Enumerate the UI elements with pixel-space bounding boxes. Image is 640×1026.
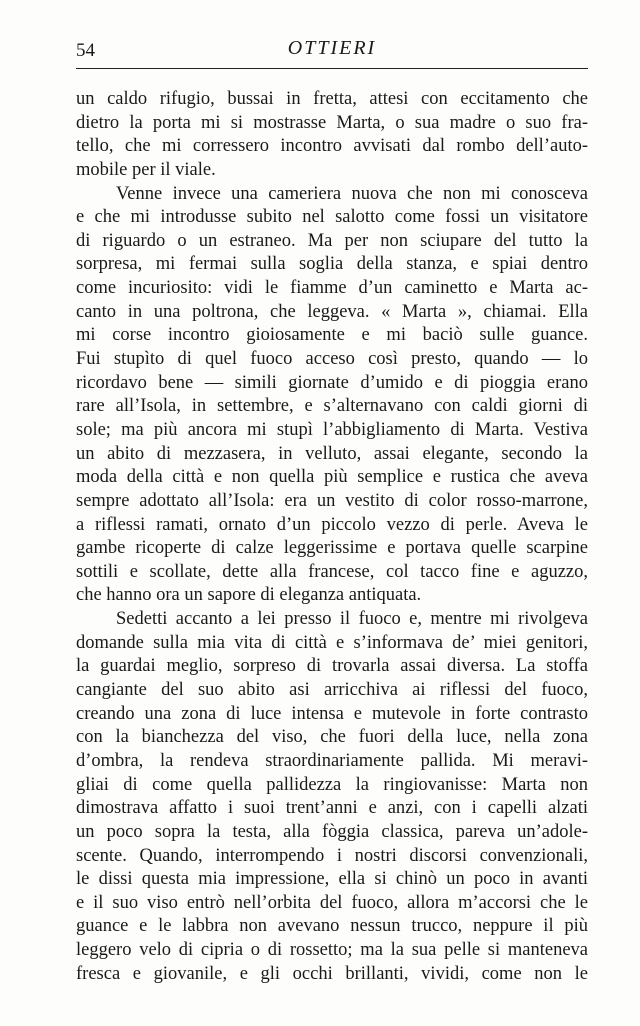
text-line: dietro la porta mi si mostrasse Marta, o sua madre o suo fra-: [76, 112, 588, 133]
text-line: un caldo rifugio, bussai in fretta, attesi con eccitamento che: [76, 89, 588, 109]
text-line: canto in una poltrona, che leggeva. « Marta », chiamai. Ella: [76, 301, 588, 322]
text-line: dimostrava affatto i suoi trent’anni e anzi, con i capelli alzati: [76, 798, 588, 819]
text-line: Venne invece una cameriera nuova che non mi conosceva: [116, 183, 588, 204]
text-line: di riguardo o un estraneo. Ma per non sciupare del tutto la: [76, 230, 588, 251]
page-header: [76, 34, 588, 69]
text-line: sottili e scollate, dette alla francese, col tacco fine e aguzzo,: [76, 561, 588, 582]
text-line: gliai di come quella pallidezza la ringiovanisse: Marta non: [76, 774, 588, 795]
text-line: la guardai meglio, sorpreso di trovarla assai diversa. La stoffa: [76, 656, 588, 677]
text-line: tello, che mi corressero incontro avvisati dal rombo dell’auto-: [76, 136, 588, 157]
text-line: d’ombra, la rendeva straordinariamente pallida. Mi meravi-: [76, 750, 588, 771]
text-line: domande sulla mia vita di città e s’informava de’ miei genitori,: [76, 632, 588, 653]
text-line: con la bianchezza del viso, che fuori della luce, nella zona: [76, 727, 588, 748]
running-head: OTTIERI: [287, 37, 377, 59]
text-line: e che mi introdusse subito nel salotto come fossi un visitatore: [76, 207, 588, 228]
text-line: moda della città e non quella più semplice e rustica che aveva: [76, 467, 588, 488]
text-line: gambe ricoperte di calze leggerissime e portava quelle scarpine: [76, 538, 588, 559]
text-line: cangiante del suo abito asi arricchiva ai riflessi del fuoco,: [76, 680, 588, 701]
text-line: leggero velo di cipria o di rossetto; ma la sua pelle si manteneva: [76, 940, 588, 961]
body-text: [76, 88, 588, 986]
text-line: Fui stupìto di quel fuoco acceso così presto, quando — lo: [76, 349, 588, 370]
text-line: che hanno ora un sapore di eleganza antiquata.: [76, 585, 422, 606]
text-line: fresca e giovanile, e gli occhi brillanti, vividi, come non le: [76, 963, 588, 984]
text-line: Sedetti accanto a lei presso il fuoco e, mentre mi rivolgeva: [116, 609, 588, 630]
text-line: mi corse incontro gioiosamente e mi baciò sulle guance.: [76, 325, 588, 346]
text-line: a riflessi ramati, ornato d’un piccolo vezzo di perle. Aveva le: [76, 514, 588, 535]
text-line: sorpresa, mi fermai sulla soglia della stanza, e spiai dentro: [76, 254, 588, 275]
text-line: un abito di mezzasera, in velluto, assai elegante, secondo la: [76, 443, 588, 464]
text-line: come incuriosito: vidi le fiamme d’un caminetto e Marta ac-: [76, 278, 588, 299]
text-line: sole; ma più ancora mi stupì l’abbigliamento di Marta. Vestiva: [76, 419, 588, 440]
text-line: rare all’Isola, in settembre, e s’alternavano con caldi giorni di: [76, 396, 588, 417]
text-line: le dissi questa mia impressione, ella si chinò un poco in avanti: [76, 869, 588, 890]
text-line: un poco sopra la testa, alla fòggia classica, pareva un’adole-: [76, 821, 588, 842]
text-line: scente. Quando, interrompendo i nostri discorsi convenzionali,: [76, 845, 588, 866]
text-line: sempre adottato all’Isola: era un vestito di color rosso-marrone,: [76, 490, 588, 511]
text-line: guance e le labbra non avevano nessun trucco, neppure il più: [76, 916, 588, 937]
page-number: 54: [76, 40, 95, 61]
text-line: mobile per il viale.: [76, 159, 216, 180]
text-line: creando una zona di luce intensa e mutevole in forte contrasto: [76, 703, 588, 724]
text-line: ricordavo bene — simili giornate d’umido e di pioggia erano: [76, 372, 588, 393]
text-line: e il suo viso entrò nell’orbita del fuoco, allora m’accorsi che le: [76, 892, 588, 913]
